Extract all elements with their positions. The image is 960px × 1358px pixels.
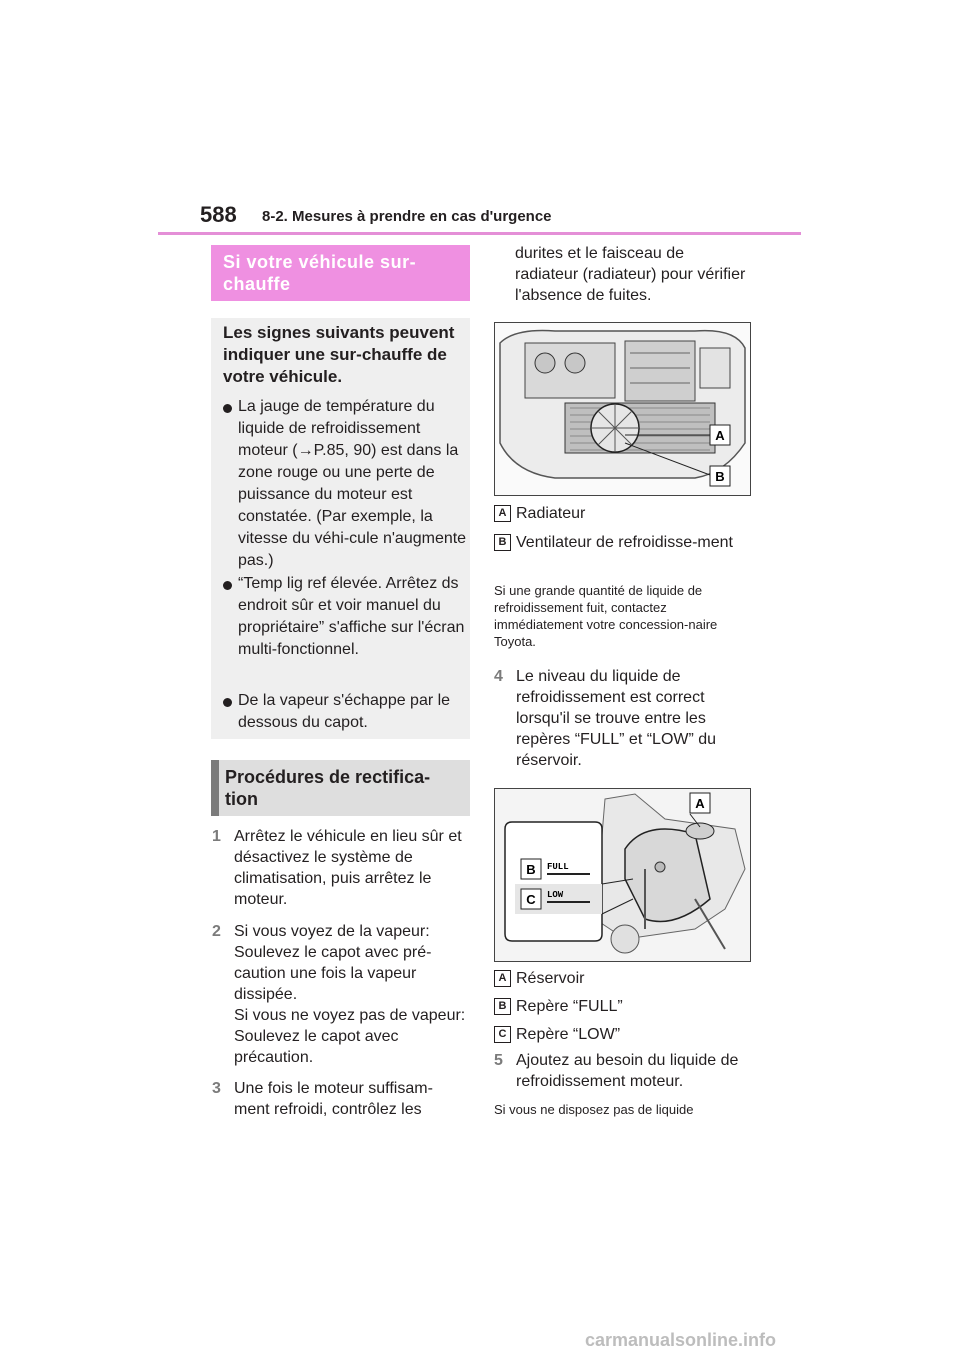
watermark: carmanualsonline.info (585, 1330, 777, 1350)
overheat-heading-box (211, 245, 470, 301)
reservoir-illustration (495, 789, 750, 961)
legend-full: B Repère “FULL” (494, 996, 734, 1017)
procedure-heading: Procédures de rectifica-tion (225, 767, 431, 809)
radiator-figure (494, 322, 751, 496)
section-title: 8-2. Mesures à prendre en cas d'urgence (262, 208, 552, 225)
figure2-label-a: A (695, 796, 705, 811)
bullet-dot-icon (223, 698, 232, 707)
figure2-label-c: C (526, 892, 536, 907)
header-divider (158, 232, 801, 235)
low-mark-text: LOW (547, 890, 564, 900)
procedure-heading-box (211, 760, 470, 816)
legend-low: C Repère “LOW” (494, 1024, 734, 1045)
signs-intro: Les signes suivants peuvent indiquer une sur-chauffe de votre véhicule. (223, 323, 455, 386)
page-number: 588 (200, 202, 237, 227)
sign-bullet-2: “Temp lig ref élevée. Arrêtez ds endroit sûr et voir manuel du propriétaire” s'affiche sur l'écran multi-fonctionnel. (223, 573, 468, 661)
step-5: 5 Ajoutez au besoin du liquide de refroidissement moteur. (494, 1052, 739, 1090)
overheat-heading: Si votre véhicule sur-chauffe (223, 252, 417, 294)
figure2-label-b: B (526, 862, 536, 877)
figure1-label-b: B (715, 469, 725, 484)
legend-radiator: A Radiateur (494, 503, 734, 524)
step-1: 1 Arrêtez le véhicule en lieu sûr et désactivez le système de climatisation, puis arrêtez le moteur. (212, 828, 462, 908)
bullet-dot-icon (223, 581, 232, 590)
step-4: 4 Le niveau du liquide de refroidissement est correct lorsqu'il se trouve entre les repères “FULL” et “LOW” du réservoir. (494, 668, 717, 769)
step-2-alt: Si vous ne voyez pas de vapeur: Soulevez le capot avec précaution. (234, 1007, 466, 1066)
coolant-note: Si vous ne disposez pas de liquide (494, 1102, 694, 1117)
signs-box (211, 318, 470, 739)
full-mark-text: FULL (547, 862, 569, 872)
legend-reservoir: A Réservoir (494, 968, 734, 989)
sign-bullet-1: La jauge de température du liquide de refroidissement moteur (→P.85, 90) est dans la zone rouge ou une perte de puissance du moteur est constatée. (Par exemple, la vitesse du véhi-cule n'augmente pas.) (223, 396, 468, 572)
legend-fan: B Ventilateur de refroidisse-ment (494, 532, 734, 553)
leak-note: Si une grande quantité de liquide de refroidissement fuit, contactez immédiatement votre concession-naire Toyota. (494, 583, 718, 649)
step-3: 3 Une fois le moteur suffisam-ment refroidi, contrôlez les (212, 1080, 433, 1118)
step-2: 2 Si vous voyez de la vapeur: Soulevez le capot avec pré-caution une fois la vapeur dissipée. (212, 923, 432, 1003)
step-3-continuation: durites et le faisceau de radiateur (radiateur) pour vérifier l'absence de fuites. (515, 245, 746, 304)
reservoir-figure (494, 788, 751, 962)
engine-bay-illustration (495, 323, 750, 495)
bullet-dot-icon (223, 404, 232, 413)
sign-bullet-3: De la vapeur s'échappe par le dessous du capot. (223, 690, 468, 734)
figure1-label-a: A (715, 428, 725, 443)
